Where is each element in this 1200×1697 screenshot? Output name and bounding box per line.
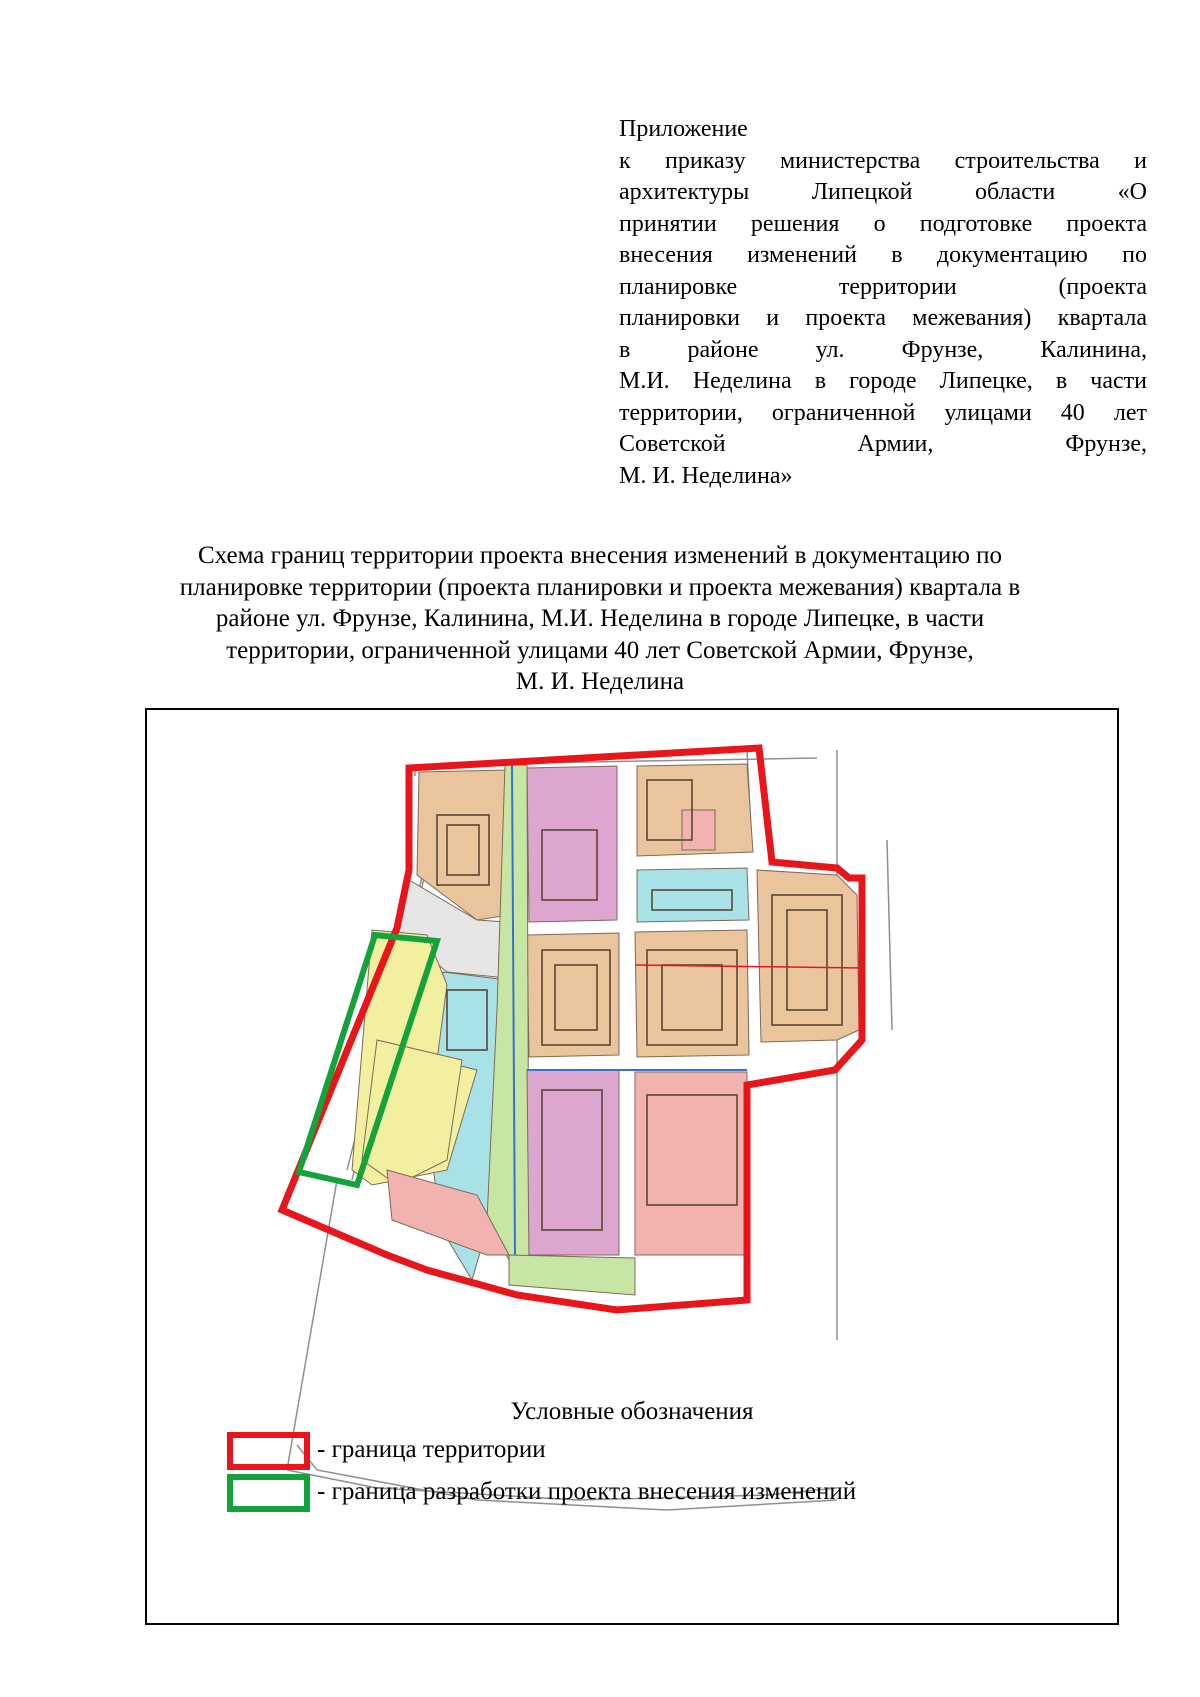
appendix-line: внесения изменений в документацию по xyxy=(619,242,1147,268)
caption-line: Схема границ территории проекта внесения изменений в документацию по xyxy=(197,542,1003,569)
legend-red-swatch xyxy=(230,1435,307,1467)
block-fills xyxy=(352,764,859,1295)
appendix-line: в районе ул. Фрунзе, Калинина, xyxy=(619,336,1147,363)
legend-item-project xyxy=(317,1478,856,1506)
legend-title: Условные обозначения xyxy=(510,1398,754,1425)
legend-green-swatch xyxy=(230,1477,307,1509)
caption-line: районе ул. Фрунзе, Калинина, М.И. Неделина в городе Липецке, в части xyxy=(215,605,985,632)
legend-item-territory xyxy=(317,1436,546,1464)
legend-label: - граница территории xyxy=(317,1436,546,1463)
appendix-line: Советской Армии, Фрунзе, xyxy=(619,431,1147,457)
commercial-plot-ne xyxy=(682,810,715,850)
appendix-line: архитектуры Липецкой области «О xyxy=(619,179,1147,205)
appendix-line: Приложение xyxy=(619,116,748,142)
appendix-line: планировки и проекта межевания) квартала xyxy=(619,305,1147,331)
scheme-caption xyxy=(80,540,1120,698)
commercial-block-se xyxy=(635,1072,747,1255)
appendix-line: М. И. Неделина» xyxy=(619,462,793,489)
appendix-block xyxy=(619,114,1147,492)
appendix-line: территории, ограниченной улицами 40 лет xyxy=(619,399,1147,426)
public-block-south xyxy=(527,1070,619,1255)
public-block-north xyxy=(527,766,617,922)
scheme-frame xyxy=(145,708,1119,1625)
green-south xyxy=(509,1255,635,1295)
residential-block-center-e xyxy=(635,930,749,1057)
residential-block-center-w xyxy=(527,933,619,1057)
appendix-line: М.И. Неделина в городе Липецке, в части xyxy=(619,368,1147,394)
appendix-line: принятии решения о подготовке проекта xyxy=(619,210,1147,237)
caption-line: М. И. Неделина xyxy=(515,668,685,695)
caption-line: территории, ограниченной улицами 40 лет Советской Армии, Фрунзе, xyxy=(226,636,974,664)
appendix-line: к приказу министерства строительства и xyxy=(619,147,1147,174)
legend-label: - граница разработки проекта внесения изменений xyxy=(317,1478,857,1505)
appendix-line: планировке территории (проекта xyxy=(619,273,1147,300)
caption-line: планировке территории (проекта планировки и проекта межевания) квартала в xyxy=(179,573,1021,601)
